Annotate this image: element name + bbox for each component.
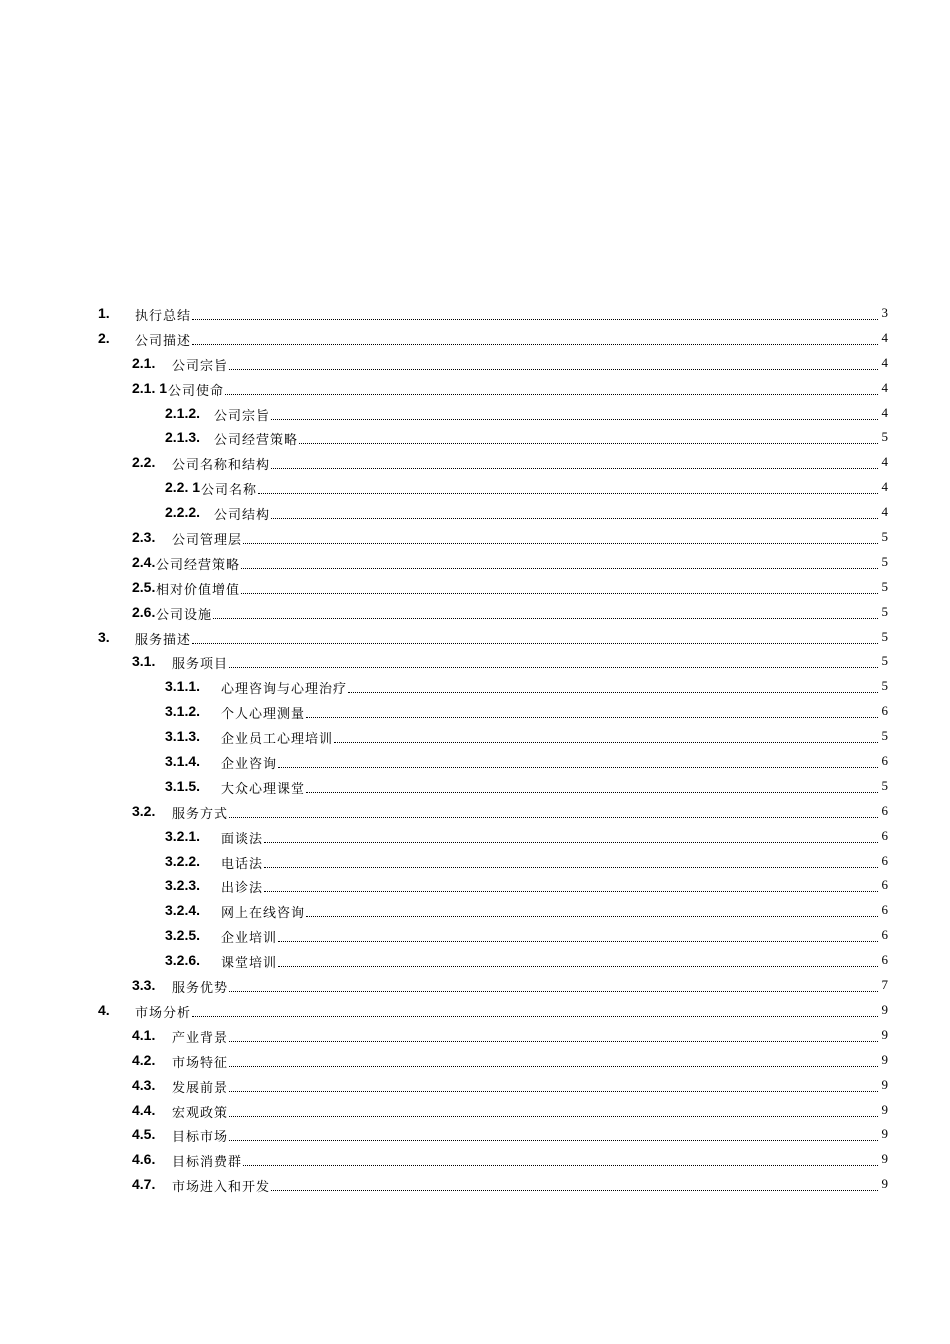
toc-entry-number: 2.1. <box>132 354 156 371</box>
toc-entry[interactable] <box>0 1173 950 1198</box>
toc-leader-dots <box>229 1139 878 1141</box>
toc-entry[interactable] <box>0 725 950 750</box>
toc-entry[interactable] <box>0 974 950 999</box>
toc-leader-dots <box>348 691 878 693</box>
toc-leader-dots <box>213 617 878 619</box>
toc-entry-number: 2.6. <box>132 603 156 620</box>
toc-entry-title: 课堂培训 <box>221 956 278 972</box>
toc-entry-number: 4.1. <box>132 1026 156 1043</box>
toc-leader-dots <box>258 492 878 494</box>
toc-entry-number: 4.4. <box>132 1101 156 1118</box>
toc-leader-dots <box>278 766 878 768</box>
toc-leader-dots <box>229 816 878 818</box>
toc-entry-title: 公司使命 <box>168 383 225 399</box>
toc-leader-dots <box>229 666 878 668</box>
toc-entry[interactable] <box>0 1024 950 1049</box>
toc-entry[interactable] <box>0 1049 950 1074</box>
toc-entry[interactable] <box>0 825 950 850</box>
toc-entry-title: 相对价值增值 <box>156 582 241 598</box>
toc-entry-page: 6 <box>881 802 888 818</box>
toc-entry-page: 5 <box>881 553 888 569</box>
toc-entry-title: 公司描述 <box>135 333 192 349</box>
toc-entry-page: 6 <box>881 952 888 968</box>
toc-leader-dots <box>241 567 878 569</box>
toc-entry-title: 网上在线咨询 <box>221 906 306 922</box>
toc-entry[interactable] <box>0 850 950 875</box>
toc-entry-title: 公司名称 <box>201 483 258 499</box>
toc-entry-number: 3.2.2. <box>165 852 201 869</box>
toc-leader-dots <box>306 791 878 793</box>
toc-entry-page: 6 <box>881 852 888 868</box>
toc-entry-page: 7 <box>881 977 888 993</box>
toc-entry-title: 服务描述 <box>135 632 192 648</box>
toc-entry[interactable] <box>0 526 950 551</box>
toc-entry[interactable] <box>0 650 950 675</box>
toc-entry[interactable] <box>0 626 950 651</box>
toc-leader-dots <box>229 1090 878 1092</box>
toc-entry-page: 4 <box>881 354 888 370</box>
toc-entry-number: 3.2.3. <box>165 877 201 894</box>
toc-entry-number: 3.1. <box>132 653 156 670</box>
toc-entry-page: 5 <box>881 678 888 694</box>
toc-entry-title: 大众心理课堂 <box>221 781 306 797</box>
toc-entry-title: 企业咨询 <box>221 757 278 773</box>
toc-entry-page: 5 <box>881 529 888 545</box>
toc-entry-number: 2. <box>98 329 110 346</box>
toc-entry-title: 服务方式 <box>172 806 229 822</box>
toc-entry-page: 6 <box>881 902 888 918</box>
toc-entry-title: 心理咨询与心理治疗 <box>221 682 348 698</box>
toc-entry-title: 产业背景 <box>172 1030 229 1046</box>
toc-entry-page: 9 <box>881 1001 888 1017</box>
toc-leader-dots <box>271 418 878 420</box>
toc-entry[interactable] <box>0 1148 950 1173</box>
toc-entry-number: 3.2.6. <box>165 952 201 969</box>
toc-leader-dots <box>229 1115 878 1117</box>
toc-entry-number: 3.1.3. <box>165 728 201 745</box>
toc-entry-page: 9 <box>881 1076 888 1092</box>
toc-entry-number: 2.4. <box>132 553 156 570</box>
toc-entry-page: 9 <box>881 1176 888 1192</box>
toc-leader-dots <box>271 1189 878 1191</box>
toc-entry-page: 9 <box>881 1101 888 1117</box>
toc-entry-title: 市场进入和开发 <box>172 1180 271 1196</box>
toc-leader-dots <box>264 841 878 843</box>
toc-entry-page: 6 <box>881 927 888 943</box>
toc-leader-dots <box>278 965 878 967</box>
toc-entry-page: 3 <box>881 305 888 320</box>
toc-entry-number: 3.2.1. <box>165 827 201 844</box>
toc-entry-number: 4.3. <box>132 1076 156 1093</box>
toc-leader-dots <box>225 393 878 395</box>
toc-leader-dots <box>271 467 878 469</box>
toc-entry-page: 4 <box>881 329 888 345</box>
toc-entry[interactable] <box>0 1123 950 1148</box>
toc-entry[interactable] <box>0 576 950 601</box>
toc-entry-title: 面谈法 <box>221 831 264 847</box>
toc-entry-number: 4.5. <box>132 1126 156 1143</box>
toc-entry[interactable] <box>0 352 950 377</box>
toc-leader-dots <box>306 716 878 718</box>
toc-entry-number: 2.2. 1 <box>165 479 201 496</box>
toc-entry-number: 2.2.2. <box>165 504 201 521</box>
toc-entry[interactable] <box>0 451 950 476</box>
toc-entry-number: 2.5. <box>132 578 156 595</box>
toc-entry-page: 4 <box>881 479 888 495</box>
toc-entry[interactable] <box>0 800 950 825</box>
toc-entry-number: 3. <box>98 628 110 645</box>
toc-entry-title: 企业培训 <box>221 931 278 947</box>
toc-entry[interactable] <box>0 924 950 949</box>
toc-entry[interactable] <box>0 999 950 1024</box>
toc-entry-number: 4.2. <box>132 1051 156 1068</box>
toc-leader-dots <box>229 990 878 992</box>
toc-entry[interactable] <box>0 874 950 899</box>
toc-leader-dots <box>271 517 878 519</box>
toc-entry-number: 4.6. <box>132 1151 156 1168</box>
toc-entry[interactable] <box>0 402 950 427</box>
toc-leader-dots <box>334 741 878 743</box>
toc-entry-number: 4. <box>98 1001 110 1018</box>
toc-entry-number: 3.2.5. <box>165 927 201 944</box>
toc-entry-number: 4.7. <box>132 1176 156 1193</box>
toc-entry-title: 企业员工心理培训 <box>221 732 334 748</box>
toc-entry[interactable] <box>0 675 950 700</box>
toc-entry-page: 5 <box>881 728 888 744</box>
toc-leader-dots <box>192 642 878 644</box>
toc-entry-page: 9 <box>881 1151 888 1167</box>
toc-entry-page: 4 <box>881 454 888 470</box>
toc-entry-page: 4 <box>881 404 888 420</box>
toc-entry[interactable] <box>0 327 950 352</box>
toc-entry-number: 3.2.4. <box>165 902 201 919</box>
toc-leader-dots <box>278 940 878 942</box>
toc-leader-dots <box>241 592 878 594</box>
toc-leader-dots <box>264 890 878 892</box>
toc-entry-page: 6 <box>881 753 888 769</box>
toc-entry-title: 市场分析 <box>135 1005 192 1021</box>
toc-entry-title: 出诊法 <box>221 881 264 897</box>
toc-leader-dots <box>229 368 878 370</box>
toc-entry-title: 电话法 <box>221 856 264 872</box>
toc-entry[interactable] <box>0 601 950 626</box>
toc-entry-title: 公司设施 <box>156 607 213 623</box>
toc-entry[interactable] <box>0 1074 950 1099</box>
toc-entry-title: 市场特征 <box>172 1055 229 1071</box>
toc-entry-title: 公司经营策略 <box>214 433 299 449</box>
toc-entry[interactable] <box>0 1099 950 1124</box>
toc-entry-title: 公司名称和结构 <box>172 458 271 474</box>
toc-entry-number: 3.1.5. <box>165 777 201 794</box>
toc-entry-number: 3.1.1. <box>165 678 201 695</box>
toc-leader-dots <box>243 542 878 544</box>
toc-entry-number: 2.1.2. <box>165 404 201 421</box>
toc-entry[interactable] <box>0 426 950 451</box>
toc-entry-page: 9 <box>881 1051 888 1067</box>
toc-entry[interactable] <box>0 750 950 775</box>
toc-entry-title: 发展前景 <box>172 1080 229 1096</box>
toc-leader-dots <box>299 442 878 444</box>
toc-entry-title: 目标消费群 <box>172 1155 243 1171</box>
toc-entry-title: 服务优势 <box>172 981 229 997</box>
toc-leader-dots <box>229 1065 878 1067</box>
toc-entry[interactable] <box>0 377 950 402</box>
table-of-contents <box>0 302 950 1198</box>
toc-entry[interactable] <box>0 476 950 501</box>
toc-entry-title: 目标市场 <box>172 1130 229 1146</box>
toc-entry[interactable] <box>0 775 950 800</box>
toc-entry[interactable] <box>0 302 950 327</box>
toc-entry-page: 5 <box>881 628 888 644</box>
toc-leader-dots <box>192 318 878 320</box>
toc-entry[interactable] <box>0 551 950 576</box>
toc-entry-title: 宏观政策 <box>172 1105 229 1121</box>
toc-entry-page: 5 <box>881 777 888 793</box>
toc-entry-number: 3.2. <box>132 802 156 819</box>
toc-entry[interactable] <box>0 949 950 974</box>
toc-entry-page: 6 <box>881 827 888 843</box>
toc-entry-title: 公司宗旨 <box>214 408 271 424</box>
toc-entry-number: 1. <box>98 305 110 321</box>
toc-leader-dots <box>243 1164 878 1166</box>
toc-entry-page: 5 <box>881 653 888 669</box>
toc-entry-title: 公司结构 <box>214 508 271 524</box>
toc-entry-number: 3.1.4. <box>165 753 201 770</box>
toc-entry-number: 2.1.3. <box>165 429 201 446</box>
toc-leader-dots <box>192 1015 878 1017</box>
toc-entry-page: 5 <box>881 603 888 619</box>
toc-entry-title: 执行总结 <box>135 309 192 324</box>
toc-entry[interactable] <box>0 501 950 526</box>
toc-entry[interactable] <box>0 899 950 924</box>
toc-entry-page: 9 <box>881 1026 888 1042</box>
toc-entry-title: 服务项目 <box>172 657 229 673</box>
toc-entry-page: 5 <box>881 429 888 445</box>
toc-entry-page: 6 <box>881 877 888 893</box>
toc-leader-dots <box>229 1040 878 1042</box>
toc-entry-title: 公司管理层 <box>172 533 243 549</box>
toc-leader-dots <box>192 343 878 345</box>
toc-entry-number: 2.3. <box>132 529 156 546</box>
toc-entry-title: 公司宗旨 <box>172 358 229 374</box>
toc-entry-number: 2.1. 1 <box>132 379 168 396</box>
toc-entry-page: 4 <box>881 379 888 395</box>
toc-entry-number: 3.3. <box>132 977 156 994</box>
toc-entry-number: 2.2. <box>132 454 156 471</box>
toc-entry-title: 公司经营策略 <box>156 557 241 573</box>
toc-entry-number: 3.1.2. <box>165 703 201 720</box>
toc-leader-dots <box>306 915 878 917</box>
toc-entry-page: 9 <box>881 1126 888 1142</box>
toc-entry-page: 5 <box>881 578 888 594</box>
toc-entry-page: 6 <box>881 703 888 719</box>
toc-entry[interactable] <box>0 700 950 725</box>
toc-leader-dots <box>264 866 878 868</box>
toc-entry-page: 4 <box>881 504 888 520</box>
toc-entry-title: 个人心理测量 <box>221 707 306 723</box>
